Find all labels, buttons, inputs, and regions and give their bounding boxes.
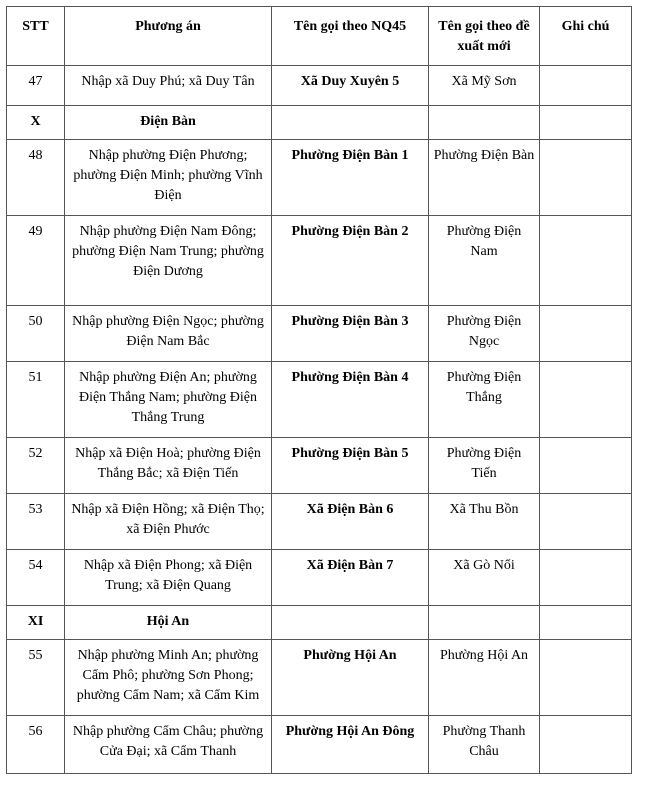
cell-ten-nq45: Phường Điện Bàn 1: [272, 140, 429, 216]
cell-ten-nq45: [272, 106, 429, 140]
header-ten-nq45: Tên gọi theo NQ45: [272, 7, 429, 66]
cell-stt: 49: [7, 216, 65, 306]
cell-ten-de-xuat: Phường Điện Thắng: [429, 362, 540, 438]
cell-ten-de-xuat: Phường Thanh Châu: [429, 716, 540, 774]
cell-stt: 53: [7, 494, 65, 550]
cell-ten-nq45: Phường Hội An: [272, 640, 429, 716]
header-ten-de-xuat: Tên gọi theo đề xuất mới: [429, 7, 540, 66]
cell-ten-de-xuat: Xã Mỹ Sơn: [429, 66, 540, 106]
merger-table: [6, 6, 632, 774]
cell-ten-de-xuat: [429, 106, 540, 140]
cell-stt: 48: [7, 140, 65, 216]
header-stt: STT: [7, 7, 65, 66]
cell-ten-nq45: Phường Điện Bàn 4: [272, 362, 429, 438]
cell-stt: X: [7, 106, 65, 140]
cell-ghi-chu: [540, 140, 632, 216]
cell-ten-nq45: Phường Điện Bàn 2: [272, 216, 429, 306]
header-row: [7, 7, 632, 66]
cell-phuong-an: Điện Bàn: [65, 106, 272, 140]
cell-ghi-chu: [540, 640, 632, 716]
table-row: [7, 306, 632, 362]
section-row: [7, 606, 632, 640]
cell-ten-nq45: Phường Điện Bàn 3: [272, 306, 429, 362]
cell-ghi-chu: [540, 494, 632, 550]
cell-stt: 56: [7, 716, 65, 774]
section-row: [7, 106, 632, 140]
cell-ten-de-xuat: [429, 606, 540, 640]
cell-ghi-chu: [540, 216, 632, 306]
cell-stt: 54: [7, 550, 65, 606]
cell-stt: XI: [7, 606, 65, 640]
cell-ten-de-xuat: Xã Gò Nổi: [429, 550, 540, 606]
cell-ten-de-xuat: Phường Hội An: [429, 640, 540, 716]
cell-ghi-chu: [540, 362, 632, 438]
cell-phuong-an: Nhập phường Điện Phương; phường Điện Minh; phường Vĩnh Điện: [65, 140, 272, 216]
table-row: [7, 494, 632, 550]
cell-phuong-an: Nhập phường Cẩm Châu; phường Cửa Đại; xã Cẩm Thanh: [65, 716, 272, 774]
cell-ten-nq45: Xã Điện Bàn 7: [272, 550, 429, 606]
cell-phuong-an: Nhập xã Điện Hồng; xã Điện Thọ; xã Điện Phước: [65, 494, 272, 550]
cell-ghi-chu: [540, 438, 632, 494]
cell-phuong-an: Nhập phường Điện An; phường Điện Thắng Nam; phường Điện Thắng Trung: [65, 362, 272, 438]
cell-ten-nq45: Xã Điện Bàn 6: [272, 494, 429, 550]
cell-ten-nq45: Phường Điện Bàn 5: [272, 438, 429, 494]
header-ghi-chu: Ghi chú: [540, 7, 632, 66]
table-row: [7, 640, 632, 716]
header-phuong-an: Phương án: [65, 7, 272, 66]
cell-ten-de-xuat: Phường Điện Tiến: [429, 438, 540, 494]
cell-phuong-an: Nhập xã Điện Phong; xã Điện Trung; xã Điện Quang: [65, 550, 272, 606]
cell-stt: 50: [7, 306, 65, 362]
cell-ten-de-xuat: Xã Thu Bồn: [429, 494, 540, 550]
table-row: [7, 362, 632, 438]
table-row: [7, 438, 632, 494]
cell-ten-nq45: [272, 606, 429, 640]
cell-ghi-chu: [540, 306, 632, 362]
table-row: [7, 66, 632, 106]
cell-ghi-chu: [540, 66, 632, 106]
cell-ghi-chu: [540, 716, 632, 774]
cell-phuong-an: Nhập xã Duy Phú; xã Duy Tân: [65, 66, 272, 106]
cell-stt: 51: [7, 362, 65, 438]
cell-phuong-an: Nhập phường Điện Ngọc; phường Điện Nam Bắc: [65, 306, 272, 362]
cell-ghi-chu: [540, 550, 632, 606]
cell-phuong-an: Nhập phường Điện Nam Đông; phường Điện Nam Trung; phường Điện Dương: [65, 216, 272, 306]
cell-stt: 52: [7, 438, 65, 494]
cell-phuong-an: Hội An: [65, 606, 272, 640]
cell-ten-de-xuat: Phường Điện Nam: [429, 216, 540, 306]
cell-phuong-an: Nhập phường Minh An; phường Cẩm Phô; phường Sơn Phong; phường Cẩm Nam; xã Cẩm Kim: [65, 640, 272, 716]
cell-stt: 55: [7, 640, 65, 716]
cell-ten-de-xuat: Phường Điện Bàn: [429, 140, 540, 216]
table-row: [7, 140, 632, 216]
cell-ghi-chu: [540, 106, 632, 140]
cell-phuong-an: Nhập xã Điện Hoà; phường Điện Thắng Bắc; xã Điện Tiến: [65, 438, 272, 494]
cell-ten-nq45: Phường Hội An Đông: [272, 716, 429, 774]
cell-ten-nq45: Xã Duy Xuyên 5: [272, 66, 429, 106]
cell-ghi-chu: [540, 606, 632, 640]
cell-ten-de-xuat: Phường Điện Ngọc: [429, 306, 540, 362]
table-row: [7, 550, 632, 606]
table-row: [7, 216, 632, 306]
cell-stt: 47: [7, 66, 65, 106]
table-row: [7, 716, 632, 774]
